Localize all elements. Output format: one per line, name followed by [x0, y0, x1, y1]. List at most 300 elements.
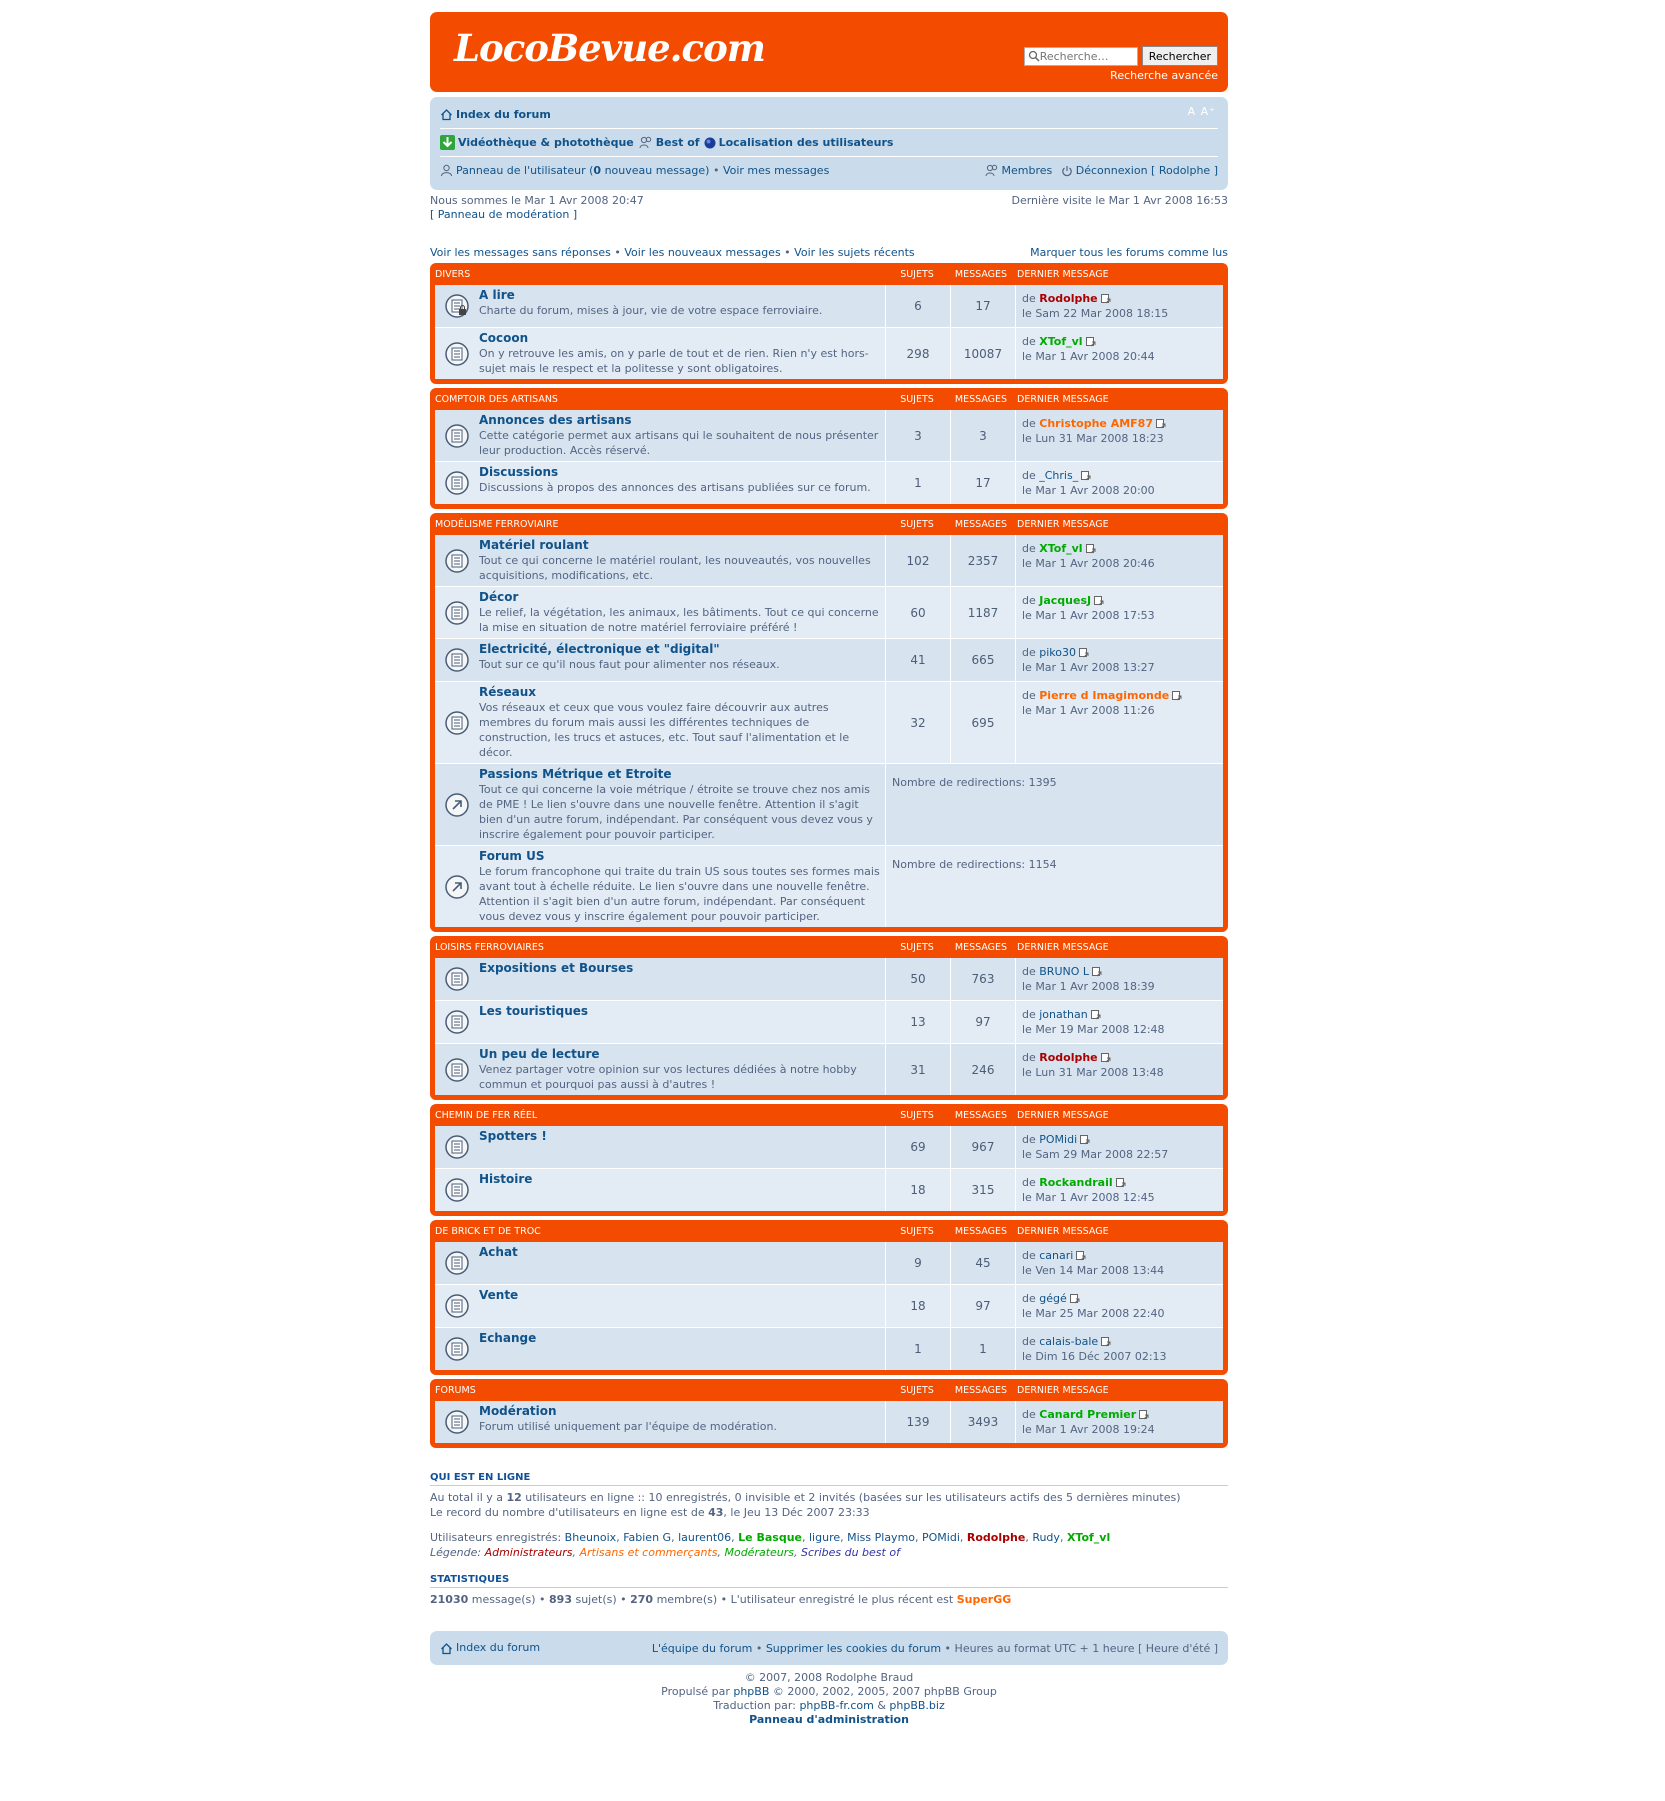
posts-column-header: MESSAGES [954, 393, 1008, 405]
forum-info [479, 285, 886, 327]
posts-column-header: MESSAGES [954, 1384, 1008, 1396]
forum-title-link[interactable]: Passions Métrique et Etroite [479, 767, 672, 781]
last-post: de Rodolphe le Sam 22 Mar 2008 18:15 [1016, 285, 1223, 327]
forum-title-link[interactable]: Expositions et Bourses [479, 961, 634, 975]
forum-title-link[interactable]: Discussions [479, 465, 559, 479]
posts-count: 315 [951, 1169, 1016, 1211]
forum-list [430, 263, 1228, 1448]
acp-link[interactable]: Panneau d'administration [749, 1713, 909, 1726]
forum-title-link[interactable]: Cocoon [479, 331, 529, 345]
download-arrow-icon [440, 135, 455, 150]
view-latest-icon[interactable] [1070, 1294, 1080, 1304]
category-name[interactable]: COMPTOIR DES ARTISANS [435, 393, 558, 405]
location-link[interactable]: Localisation des utilisateurs [718, 136, 894, 149]
last-post-date: le Ven 14 Mar 2008 13:44 [1022, 1264, 1165, 1277]
forum-title-link[interactable]: Spotters ! [479, 1129, 547, 1143]
category-header [435, 936, 1223, 958]
last-post-author-link[interactable]: piko30 [1039, 646, 1076, 659]
category-forums [435, 1401, 1223, 1443]
topics-count: 6 [886, 285, 951, 327]
posts-count: 967 [951, 1126, 1016, 1168]
category-name[interactable]: LOISIRS FERROVIAIRES [435, 941, 544, 953]
forum-info [479, 1001, 886, 1043]
posts-count: 10087 [951, 328, 1016, 379]
topics-count: 60 [886, 587, 951, 638]
forum-category [430, 936, 1228, 1100]
last-post-author-link[interactable]: Rockandrail [1039, 1176, 1113, 1189]
forum-description: Charte du forum, mises à jour, vie de votre espace ferroviaire. [479, 304, 823, 317]
breadcrumb-index-link[interactable]: Index du forum [456, 108, 551, 121]
category-forums [435, 285, 1223, 379]
forum-row [435, 1168, 1223, 1211]
view-latest-icon[interactable] [1139, 1410, 1149, 1420]
forum-description: Cette catégorie permet aux artisans qui le souhaitent de nous présenter leur production. Accès réservé. [479, 429, 879, 457]
forum-read-icon [435, 682, 479, 763]
page-wrapper [430, 12, 1228, 1727]
ucp-link[interactable]: Panneau de l'utilisateur (0 nouveau message) [456, 163, 710, 177]
last-post-column-header: DERNIER MESSAGE [1017, 1109, 1109, 1121]
topics-count: 32 [886, 682, 951, 763]
last-post: de piko30 le Mar 1 Avr 2008 13:27 [1016, 639, 1223, 681]
navbar [430, 97, 1228, 190]
forum-row [435, 1043, 1223, 1095]
forum-row [435, 586, 1223, 638]
last-post-date: le Mar 1 Avr 2008 17:53 [1022, 609, 1155, 622]
forum-read-icon [435, 1126, 479, 1168]
online-user-link[interactable]: XTof_vl [1066, 1531, 1111, 1544]
topics-count: 18 [886, 1169, 951, 1211]
forum-row [435, 1401, 1223, 1443]
category-header [435, 1379, 1223, 1401]
posts-column-header: MESSAGES [954, 1109, 1008, 1121]
last-post-date: le Mar 1 Avr 2008 19:24 [1022, 1423, 1155, 1436]
newest-user-link[interactable]: SuperGG [956, 1593, 1012, 1606]
delete-cookies-link[interactable]: Supprimer les cookies du forum [765, 1641, 942, 1655]
last-post-author-link[interactable]: JacquesJ [1039, 594, 1092, 607]
last-post: de XTof_vl le Mar 1 Avr 2008 20:46 [1016, 535, 1223, 586]
topics-column-header: SUJETS [900, 941, 934, 953]
site-logo[interactable]: LocoBevue.com [454, 26, 765, 70]
last-post-date: le Dim 16 Déc 2007 02:13 [1022, 1350, 1167, 1363]
posts-count: 1187 [951, 587, 1016, 638]
online-user-link[interactable]: Bheunoix [564, 1531, 617, 1544]
my-messages-link[interactable]: Voir mes messages [722, 163, 830, 177]
custom-links-row [440, 128, 1218, 156]
forum-info [479, 1401, 886, 1443]
topics-count: 13 [886, 1001, 951, 1043]
last-post: de JacquesJ le Mar 1 Avr 2008 17:53 [1016, 587, 1223, 638]
last-post-column-header: DERNIER MESSAGE [1017, 941, 1109, 953]
forum-row [435, 681, 1223, 763]
view-latest-icon[interactable] [1101, 1337, 1111, 1347]
bestof-link[interactable]: Best of [655, 136, 700, 149]
category-forums [435, 958, 1223, 1095]
forum-read-icon [435, 958, 479, 1000]
forum-title-link[interactable]: Forum US [479, 849, 545, 863]
search-button[interactable]: Rechercher [1142, 46, 1218, 66]
footer-index-link[interactable]: Index du forum [456, 1641, 541, 1655]
team-link[interactable]: L'équipe du forum [651, 1641, 753, 1655]
last-post-author-link[interactable]: Pierre d Imagimonde [1039, 689, 1170, 702]
posts-column-header: MESSAGES [954, 518, 1008, 530]
last-post-author-link[interactable]: jonathan [1039, 1008, 1088, 1021]
category-forums [435, 1126, 1223, 1211]
posts-count: 2357 [951, 535, 1016, 586]
topics-count: 1 [886, 462, 951, 504]
videos-link[interactable]: Vidéothèque & photothèque [458, 136, 634, 149]
last-post: de calais-bale le Dim 16 Déc 2007 02:13 [1016, 1328, 1223, 1370]
forum-row [435, 285, 1223, 327]
forum-read-icon [435, 1001, 479, 1043]
category-header [435, 1104, 1223, 1126]
forum-read-icon [435, 1169, 479, 1211]
forum-info [479, 764, 886, 845]
last-post: de gégé le Mar 25 Mar 2008 22:40 [1016, 1285, 1223, 1327]
who-is-online-title: QUI EST EN LIGNE [430, 1472, 1228, 1486]
forum-redirect-icon [435, 764, 479, 845]
last-post-date: le Mar 1 Avr 2008 20:44 [1022, 350, 1155, 363]
posts-count: 97 [951, 1001, 1016, 1043]
last-post-author-link[interactable]: XTof_vl [1039, 335, 1083, 348]
advanced-search-link[interactable]: Recherche avancée [1110, 69, 1218, 82]
view-latest-icon[interactable] [1081, 471, 1091, 481]
power-icon [1061, 165, 1073, 177]
forum-description: Tout ce qui concerne le matériel roulant, les nouveautés, vos nouvelles acquisitions, modifications, etc. [479, 554, 871, 582]
forum-info [479, 587, 886, 638]
topics-count: 50 [886, 958, 951, 1000]
last-post-column-header: DERNIER MESSAGE [1017, 518, 1109, 530]
last-post: de Christophe AMF87 le Lun 31 Mar 2008 18:23 [1016, 410, 1223, 461]
posts-count: 695 [951, 682, 1016, 763]
forum-description: Discussions à propos des annonces des artisans publiées sur ce forum. [479, 481, 871, 494]
statistics-text: 21030 message(s) • 893 sujet(s) • 270 membre(s) • L'utilisateur enregistré le plus récent est SuperGG [430, 1593, 1012, 1606]
last-post-author-link[interactable]: _Chris_ [1039, 469, 1079, 482]
online-user-link[interactable]: Rodolphe [966, 1531, 1026, 1544]
forum-info [479, 846, 886, 927]
user-links-row [440, 156, 1218, 184]
forum-title-link[interactable]: Décor [479, 590, 519, 604]
search-input[interactable] [1040, 49, 1132, 64]
forum-title-link[interactable]: Electricité, électronique et "digital" [479, 642, 720, 656]
topics-count: 102 [886, 535, 951, 586]
topics-count: 41 [886, 639, 951, 681]
last-post-date: le Mar 1 Avr 2008 20:46 [1022, 557, 1155, 570]
category-forums [435, 410, 1223, 504]
online-user-link[interactable]: Rudy [1032, 1531, 1060, 1544]
last-post: de canari le Ven 14 Mar 2008 13:44 [1016, 1242, 1223, 1284]
topics-count: 298 [886, 328, 951, 379]
view-latest-icon[interactable] [1079, 648, 1089, 658]
copyright: © 2007, 2008 Rodolphe Braud Propulsé par phpBB © 2000, 2002, 2005, 2007 phpBB Group Traduction par: phpBB-fr.com & phpBB.biz Panneau d'administration [661, 1671, 997, 1726]
view-latest-icon[interactable] [1086, 544, 1096, 554]
forum-read-icon [435, 587, 479, 638]
view-latest-icon[interactable] [1086, 337, 1096, 347]
forum-read-icon [435, 1242, 479, 1284]
forum-row [435, 1284, 1223, 1327]
legend-group-link[interactable]: Artisans et commerçants [579, 1546, 718, 1559]
view-latest-icon[interactable] [1172, 691, 1182, 701]
last-post-author-link[interactable]: Canard Premier [1039, 1408, 1137, 1421]
forum-row [435, 1327, 1223, 1370]
posts-count: 763 [951, 958, 1016, 1000]
search-field[interactable] [1024, 47, 1138, 66]
last-post-column-header: DERNIER MESSAGE [1017, 1225, 1109, 1237]
posts-count: 97 [951, 1285, 1016, 1327]
right-links-group [985, 164, 1219, 178]
view-latest-icon[interactable] [1116, 1178, 1126, 1188]
view-latest-icon[interactable] [1156, 419, 1166, 429]
forum-info [479, 1285, 886, 1327]
category-header [435, 1220, 1223, 1242]
info-bar [430, 194, 1228, 222]
forum-title-link[interactable]: Annonces des artisans [479, 413, 632, 427]
last-post-author-link[interactable]: XTof_vl [1039, 542, 1083, 555]
online-users: Utilisateurs enregistrés: Bheunoix, Fabien G, laurent06, Le Basque, ligure, Miss Playmo, POMidi, Rodolphe, Rudy, XTof_vl Légende: Administrateurs, Artisans et commerçants, Modérateurs, Scribes du best of [430, 1531, 1111, 1559]
last-post: de jonathan le Mer 19 Mar 2008 12:48 [1016, 1001, 1223, 1043]
category-name[interactable]: CHEMIN DE FER RÉEL [435, 1109, 538, 1121]
redirect-count: Nombre de redirections: 1154 [892, 858, 1057, 871]
forum-row [435, 535, 1223, 586]
forum-row [435, 327, 1223, 379]
view-latest-icon[interactable] [1076, 1251, 1086, 1261]
forum-read-icon [435, 1285, 479, 1327]
forum-read-icon [435, 328, 479, 379]
topics-count: 31 [886, 1044, 951, 1095]
last-post-date: le Mar 1 Avr 2008 11:26 [1022, 704, 1155, 717]
online-user-link[interactable]: ligure [809, 1531, 841, 1544]
posts-column-header: MESSAGES [954, 268, 1008, 280]
view-latest-icon[interactable] [1091, 1010, 1101, 1020]
online-user-link[interactable]: Le Basque [738, 1531, 802, 1544]
last-post-author-link[interactable]: gégé [1039, 1292, 1067, 1305]
topics-count: 9 [886, 1242, 951, 1284]
forum-info [479, 1126, 886, 1168]
forum-info [479, 1328, 886, 1370]
forum-info [479, 462, 886, 504]
legend-group-link[interactable]: Modérateurs [724, 1546, 795, 1559]
category-name[interactable]: DE BRICK ET DE TROC [435, 1225, 541, 1237]
topics-column-header: SUJETS [900, 268, 934, 280]
forum-row [435, 1242, 1223, 1284]
forum-title-link[interactable]: Histoire [479, 1172, 533, 1186]
last-post-author-link[interactable]: POMidi [1039, 1133, 1078, 1146]
topics-column-header: SUJETS [900, 1384, 934, 1396]
breadcrumb [440, 101, 1218, 128]
new-posts-link[interactable]: Voir les nouveaux messages [624, 246, 781, 259]
online-user-link[interactable]: Miss Playmo [847, 1531, 916, 1544]
forum-read-icon [435, 1328, 479, 1370]
forum-title-link[interactable]: Modération [479, 1404, 557, 1418]
quick-links: Voir les messages sans réponses • Voir les nouveaux messages • Voir les sujets récents Marquer tous les forums comme lus [430, 246, 1228, 259]
search-form [1024, 46, 1218, 66]
last-post-date: le Sam 22 Mar 2008 18:15 [1022, 307, 1169, 320]
forum-category [430, 1104, 1228, 1216]
statistics-title: STATISTIQUES [430, 1574, 1228, 1588]
forum-row [435, 1000, 1223, 1043]
forum-description: Tout sur ce qu'il nous faut pour alimenter nos réseaux. [479, 658, 780, 671]
topics-column-header: SUJETS [900, 393, 934, 405]
view-latest-icon[interactable] [1092, 967, 1102, 977]
last-visit: Dernière visite le Mar 1 Avr 2008 16:53 [1011, 194, 1228, 207]
topics-count: 3 [886, 410, 951, 461]
last-post-author-link[interactable]: canari [1039, 1249, 1074, 1262]
unanswered-link[interactable]: Voir les messages sans réponses [430, 246, 611, 259]
online-user-link[interactable]: Fabien G [623, 1531, 672, 1544]
forum-description: Venez partager votre opinion sur vos lectures dédiées à notre hobby commun et pourquoi pas aussi à d'autres ! [479, 1063, 857, 1091]
mark-read-link[interactable]: Marquer tous les forums comme lus [1030, 246, 1228, 259]
view-latest-icon[interactable] [1101, 294, 1111, 304]
forum-description: Tout ce qui concerne la voie métrique / étroite se trouve chez nos amis de PME ! Le lien s'ouvre dans une nouvelle fenêtre. Attention il s'agit bien d'un autre forum, indépendant. Par conséquent vous devez vous y inscrire également pour pouvoir participer. [479, 783, 873, 841]
forum-description: On y retrouve les amis, on y parle de tout et de rien. Rien n'y est hors-sujet mais le respect et la politesse y sont obligatoires. [479, 347, 869, 375]
forum-category [430, 1379, 1228, 1448]
online-user-link[interactable]: laurent06 [678, 1531, 732, 1544]
last-post-author-link[interactable]: Rodolphe [1039, 1051, 1098, 1064]
last-post-date: le Mar 1 Avr 2008 12:45 [1022, 1191, 1155, 1204]
forum-row [435, 638, 1223, 681]
forum-info [479, 1169, 886, 1211]
globe-icon [704, 137, 716, 149]
phpbb-biz-link[interactable]: phpBB.biz [889, 1699, 945, 1712]
forum-title-link[interactable]: Les touristiques [479, 1004, 589, 1018]
forum-row [435, 763, 1223, 845]
forum-info [479, 682, 886, 763]
forum-title-link[interactable]: Echange [479, 1331, 537, 1345]
topics-count: 18 [886, 1285, 951, 1327]
forum-read-icon [435, 1044, 479, 1095]
legend-group-link[interactable]: Administrateurs [484, 1546, 573, 1559]
online-user-link[interactable]: POMidi [922, 1531, 960, 1544]
statistics [430, 1574, 1228, 1607]
forum-title-link[interactable]: A lire [479, 288, 515, 302]
last-post-author-link[interactable]: Rodolphe [1039, 292, 1098, 305]
forum-category [430, 1220, 1228, 1375]
forum-title-link[interactable]: Un peu de lecture [479, 1047, 600, 1061]
forum-info [479, 328, 886, 379]
category-header [435, 263, 1223, 285]
last-post-column-header: DERNIER MESSAGE [1017, 1384, 1109, 1396]
last-post-author-link[interactable]: calais-bale [1039, 1335, 1099, 1348]
logout-link[interactable]: Déconnexion [ Rodolphe ] [1075, 163, 1218, 177]
view-latest-icon[interactable] [1094, 596, 1104, 606]
forum-title-link[interactable]: Achat [479, 1245, 518, 1259]
posts-count: 3 [951, 410, 1016, 461]
forum-info [479, 410, 886, 461]
last-post-column-header: DERNIER MESSAGE [1017, 393, 1109, 405]
redirect-count: Nombre de redirections: 1395 [892, 776, 1057, 789]
forum-info [479, 1242, 886, 1284]
category-forums [435, 535, 1223, 927]
last-post-date: le Mar 1 Avr 2008 20:00 [1022, 484, 1155, 497]
posts-count: 3493 [951, 1401, 1016, 1443]
forum-read-icon [435, 1401, 479, 1443]
legend-group-link[interactable]: Scribes du best of [801, 1546, 900, 1559]
last-post: de Pierre d Imagimonde le Mar 1 Avr 2008 11:26 [1016, 682, 1223, 763]
posts-column-header: MESSAGES [954, 1225, 1008, 1237]
forum-read-icon [435, 639, 479, 681]
last-post: de _Chris_ le Mar 1 Avr 2008 20:00 [1016, 462, 1223, 504]
header-bar [430, 12, 1228, 92]
home-icon [440, 108, 453, 121]
font-size-controls[interactable]: A A⁺ [1187, 105, 1216, 118]
forum-title-link[interactable]: Matériel roulant [479, 538, 589, 552]
last-post-date: le Mar 1 Avr 2008 18:39 [1022, 980, 1155, 993]
footer-bar: Index du forum L'équipe du forum • Supprimer les cookies du forum • Heures au format UTC + 1 heure [ Heure d'été ] [430, 1631, 1228, 1665]
last-post-date: le Mar 25 Mar 2008 22:40 [1022, 1307, 1165, 1320]
topics-column-header: SUJETS [900, 1109, 934, 1121]
last-post-date: le Mer 19 Mar 2008 12:48 [1022, 1023, 1165, 1036]
forum-locked-icon [435, 285, 479, 327]
last-post-author-link[interactable]: Christophe AMF87 [1039, 417, 1153, 430]
forum-info [479, 639, 886, 681]
last-post: de XTof_vl le Mar 1 Avr 2008 20:44 [1016, 328, 1223, 379]
last-post-date: le Lun 31 Mar 2008 13:48 [1022, 1066, 1164, 1079]
forum-description: Le relief, la végétation, les animaux, les bâtiments. Tout ce qui concerne la mise en situation de notre matériel ferroviaire préféré ! [479, 606, 879, 634]
last-post-date: le Lun 31 Mar 2008 18:23 [1022, 432, 1164, 445]
forum-row [435, 1126, 1223, 1168]
members-icon [985, 164, 999, 177]
posts-count: 45 [951, 1242, 1016, 1284]
posts-count: 246 [951, 1044, 1016, 1095]
forum-read-icon [435, 410, 479, 461]
forum-row [435, 461, 1223, 504]
forum-category [430, 263, 1228, 384]
view-latest-icon[interactable] [1080, 1135, 1090, 1145]
last-post: de Rodolphe le Lun 31 Mar 2008 13:48 [1016, 1044, 1223, 1095]
topics-count: 1 [886, 1328, 951, 1370]
forum-info [479, 1044, 886, 1095]
category-name[interactable]: MODÉLISME FERROVIAIRE [435, 518, 559, 530]
last-post: de Canard Premier le Mar 1 Avr 2008 19:24 [1016, 1401, 1223, 1443]
current-time: Nous sommes le Mar 1 Avr 2008 20:47 [430, 194, 644, 207]
forum-category [430, 513, 1228, 932]
last-post-column-header: DERNIER MESSAGE [1017, 268, 1109, 280]
topics-column-header: SUJETS [900, 518, 934, 530]
search-icon [1028, 50, 1040, 62]
phpbb-link[interactable]: phpBB [733, 1685, 770, 1698]
category-name[interactable]: FORUMS [435, 1384, 476, 1396]
forum-title-link[interactable]: Réseaux [479, 685, 537, 699]
forum-title-link[interactable]: Vente [479, 1288, 519, 1302]
view-latest-icon[interactable] [1101, 1053, 1111, 1063]
members-link[interactable]: Membres [1001, 163, 1053, 177]
posts-count: 17 [951, 462, 1016, 504]
topics-column-header: SUJETS [900, 1225, 934, 1237]
ucp-group: Panneau de l'utilisateur (0 nouveau message) • Voir mes messages [440, 164, 829, 178]
active-topics-link[interactable]: Voir les sujets récents [794, 246, 915, 259]
topics-count: 139 [886, 1401, 951, 1443]
last-post-author-link[interactable]: BRUNO L [1039, 965, 1090, 978]
forum-row [435, 410, 1223, 461]
forum-redirect-icon [435, 846, 479, 927]
mcp-link[interactable]: [ Panneau de modération ] [430, 208, 578, 221]
user-icon [440, 164, 453, 177]
topics-count: 69 [886, 1126, 951, 1168]
forum-description: Le forum francophone qui traite du train US sous toutes ses formes mais avant tout à échelle réduite. Le lien s'ouvre dans une nouvelle fenêtre. Attention il s'agit bien d'un autre forum, indépendant. Par conséquent vous devez vous y inscrire également pour pouvoir participer. [479, 865, 880, 923]
phpbb-fr-link[interactable]: phpBB-fr.com [799, 1699, 874, 1712]
forum-description: Forum utilisé uniquement par l'équipe de modération. [479, 1420, 777, 1433]
forum-row [435, 845, 1223, 927]
users-icon [639, 136, 653, 149]
last-post: de POMidi le Sam 29 Mar 2008 22:57 [1016, 1126, 1223, 1168]
category-header [435, 388, 1223, 410]
who-is-online [430, 1472, 1228, 1560]
last-post: de Rockandrail le Mar 1 Avr 2008 12:45 [1016, 1169, 1223, 1211]
category-forums [435, 1242, 1223, 1370]
home-icon [440, 1642, 453, 1655]
forum-read-icon [435, 535, 479, 586]
timezone-text: Heures au format UTC + 1 heure [ Heure d'été ] [954, 1641, 1218, 1655]
category-name[interactable]: DIVERS [435, 268, 471, 280]
